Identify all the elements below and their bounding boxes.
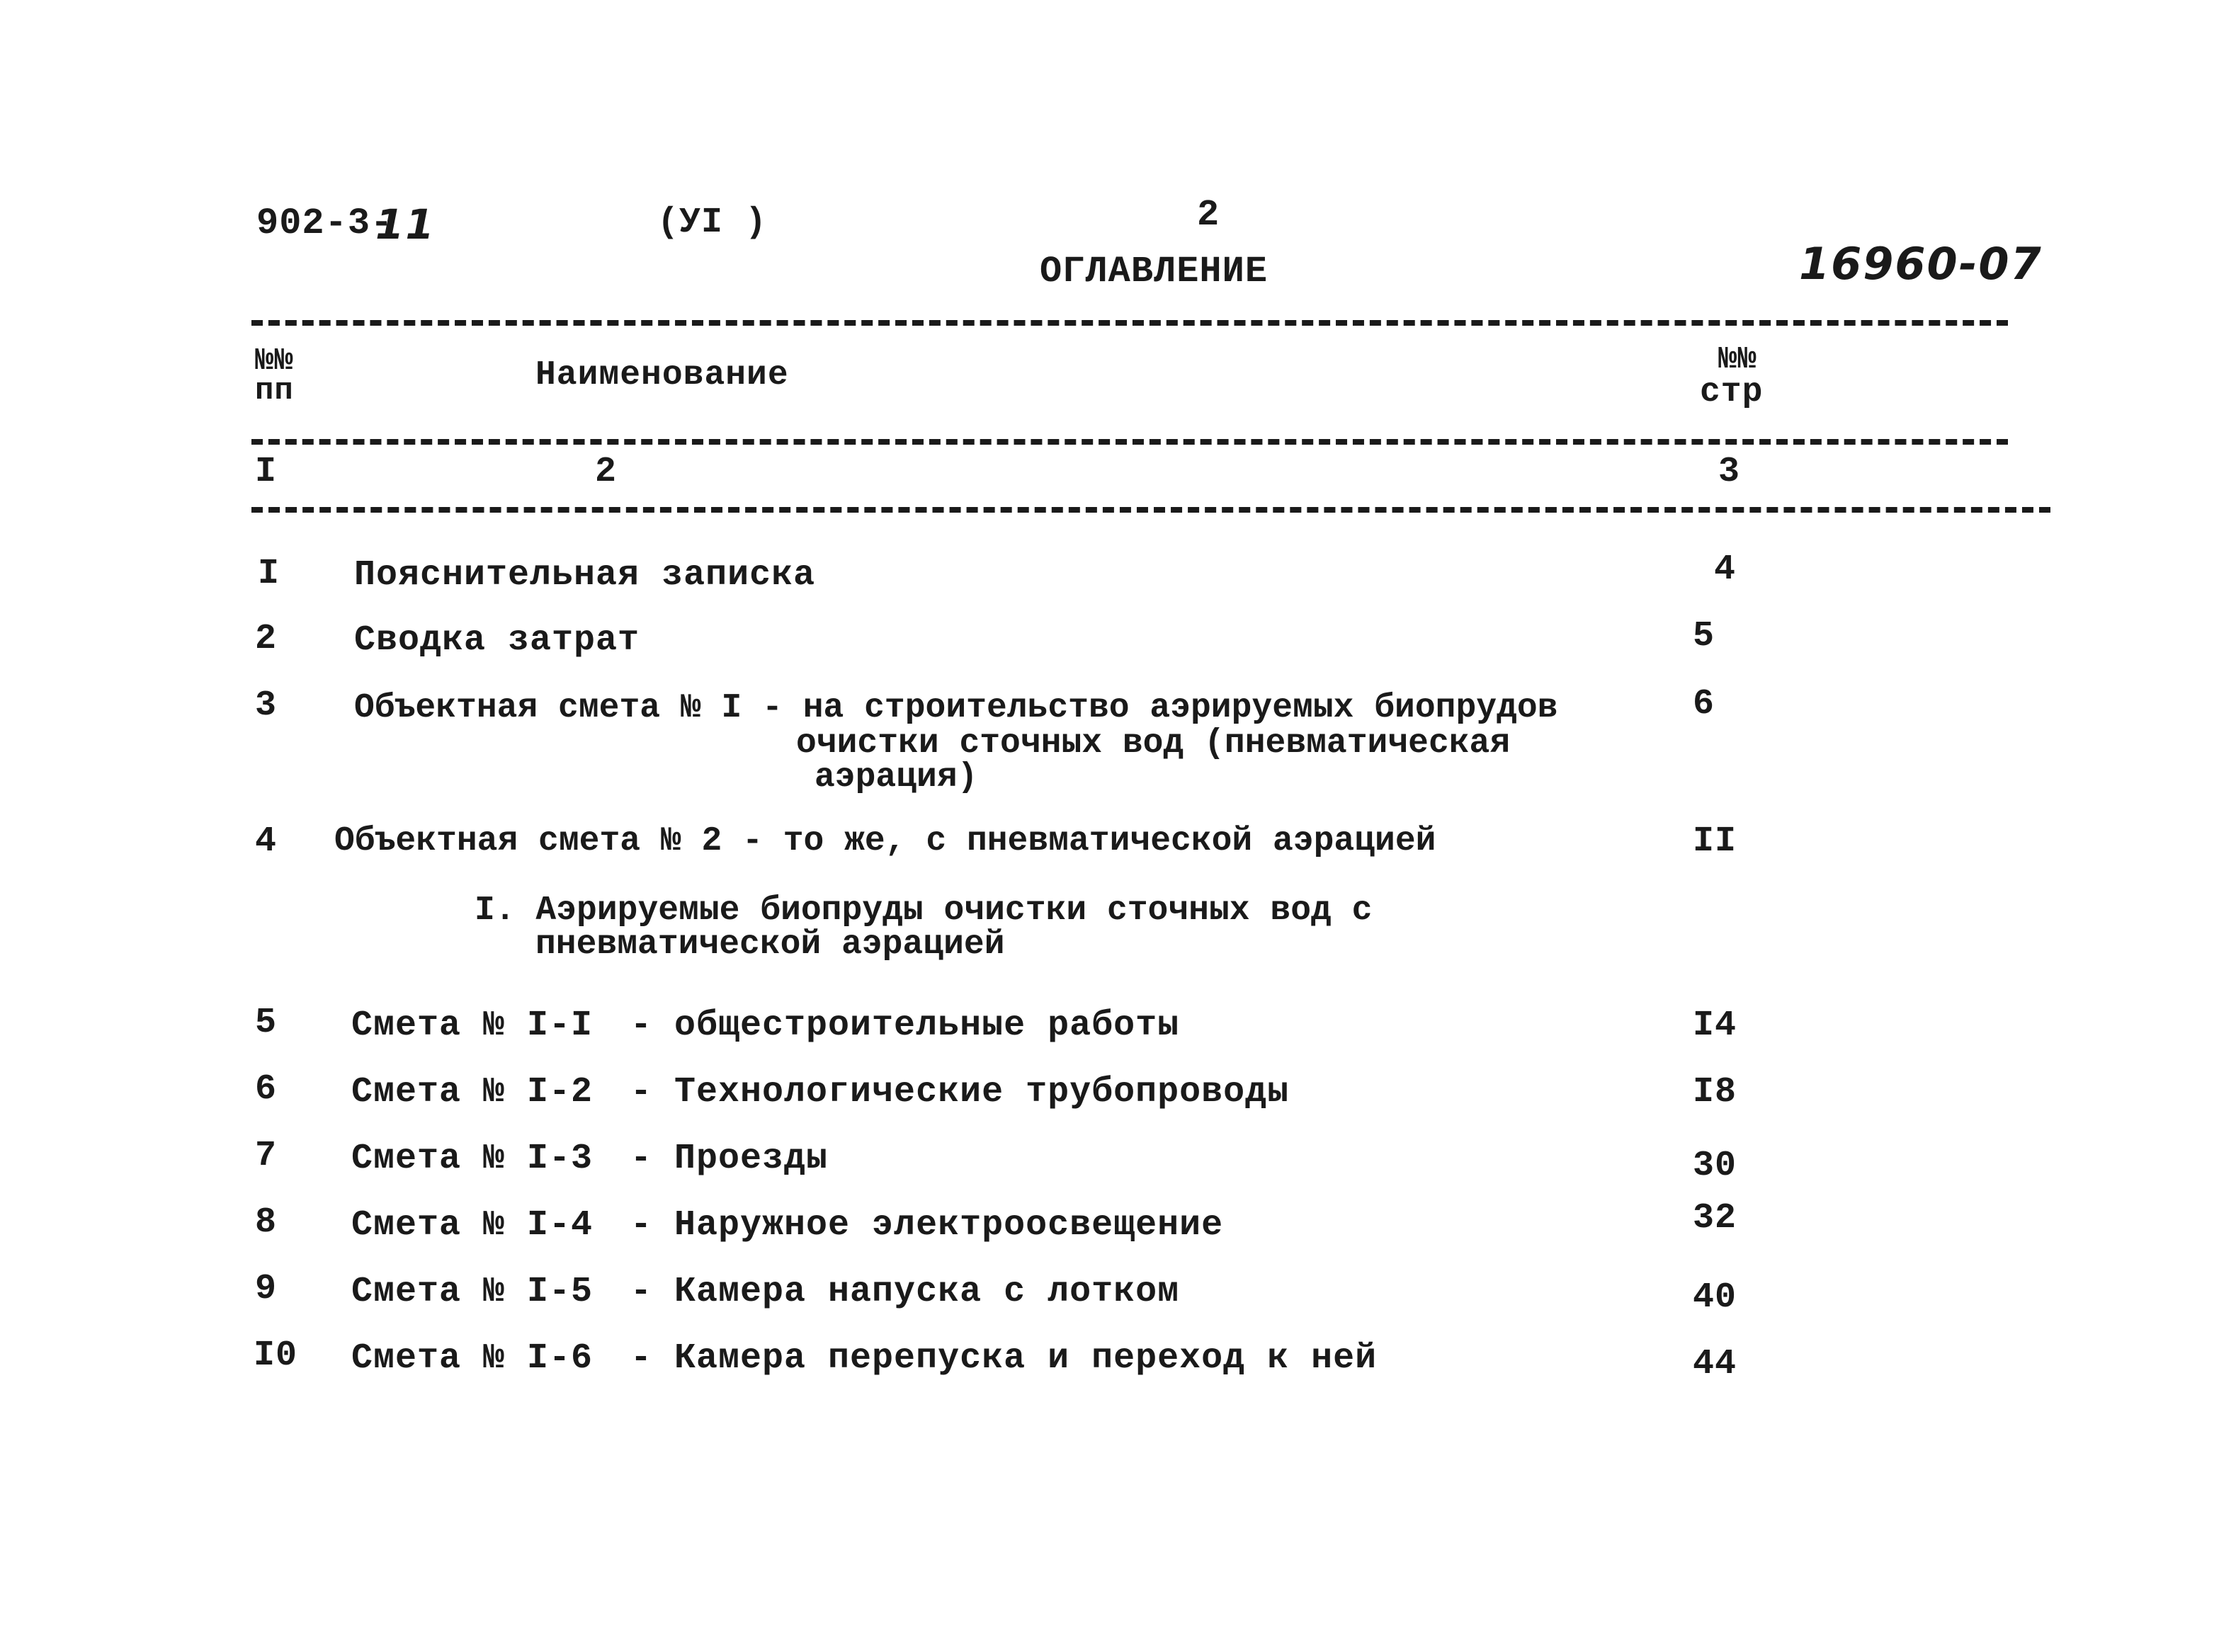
row-name: - общестроительные работы	[630, 1006, 1180, 1046]
row-name: - Камера напуска с лотком	[630, 1272, 1180, 1312]
col-index-3: 3	[1718, 452, 1741, 492]
section-title-continued: пневматической аэрацией	[535, 925, 1005, 964]
row-page: 30	[1693, 1146, 1737, 1186]
col-num-header-1: №№	[255, 343, 294, 379]
row-page: I8	[1693, 1072, 1737, 1112]
row-name: - Проезды	[630, 1139, 829, 1179]
volume-label: (УI )	[657, 203, 768, 243]
row-estimate: Смета № I-6	[351, 1338, 594, 1379]
row-num: 5	[255, 1003, 278, 1043]
row-page: 40	[1693, 1277, 1737, 1318]
row-name: Сводка затрат	[354, 620, 640, 661]
row-name: - Камера перепуска и переход к ней	[630, 1338, 1378, 1379]
row-estimate: Смета № I-I	[351, 1006, 594, 1046]
archive-number: 16960-07	[1799, 238, 2043, 290]
rule-bottom	[251, 507, 2050, 513]
row-name: - Наружное электроосвещение	[630, 1205, 1224, 1246]
row-page: 6	[1693, 684, 1715, 724]
row-estimate: Смета № I-2	[351, 1072, 594, 1112]
row-name: Объектная смета № I - на строительство аэрируемых биопрудов	[354, 689, 1558, 727]
row-page: 4	[1714, 549, 1737, 590]
section-title: I. Аэрируемые биопруды очистки сточных вод с	[475, 891, 1373, 930]
rule-top	[251, 320, 2008, 326]
row-name: Пояснительная записка	[354, 555, 816, 596]
row-page: I4	[1693, 1006, 1737, 1046]
row-page: 5	[1693, 616, 1715, 656]
row-num: 7	[255, 1136, 278, 1176]
col-name-header: Наименование	[535, 356, 789, 394]
page-title: ОГЛАВЛЕНИЕ	[1040, 251, 1269, 292]
col-num-header-2: пп	[255, 373, 294, 409]
row-num: 2	[255, 619, 278, 659]
col-page-header-2: стр	[1700, 373, 1764, 411]
row-page: II	[1693, 821, 1737, 862]
row-num: 6	[255, 1069, 278, 1110]
row-num: 9	[255, 1269, 278, 1309]
row-name: - Технологические трубопроводы	[630, 1072, 1290, 1112]
row-num: 8	[255, 1202, 278, 1243]
row-page: 44	[1693, 1344, 1737, 1384]
row-num: 3	[255, 685, 278, 726]
row-name: Объектная смета № 2 - то же, с пневматической аэрацией	[334, 822, 1436, 860]
col-index-2: 2	[595, 452, 618, 492]
row-num: I	[258, 554, 280, 594]
row-num: 4	[255, 821, 278, 862]
col-index-1: I	[255, 452, 278, 492]
row-name-continued: очистки сточных вод (пневматическая	[796, 724, 1511, 763]
doc-code-handwritten: 11	[375, 200, 436, 249]
col-page-header-1: №№	[1718, 342, 1757, 377]
row-page: 32	[1693, 1198, 1737, 1238]
row-name-continued: аэрация)	[815, 758, 978, 797]
rule-mid	[251, 439, 2008, 445]
page-number: 2	[1197, 194, 1220, 236]
row-estimate: Смета № I-4	[351, 1205, 594, 1246]
row-num: I0	[254, 1335, 298, 1376]
row-estimate: Смета № I-3	[351, 1139, 594, 1179]
doc-code: 902-3-	[256, 203, 394, 244]
row-estimate: Смета № I-5	[351, 1272, 594, 1312]
